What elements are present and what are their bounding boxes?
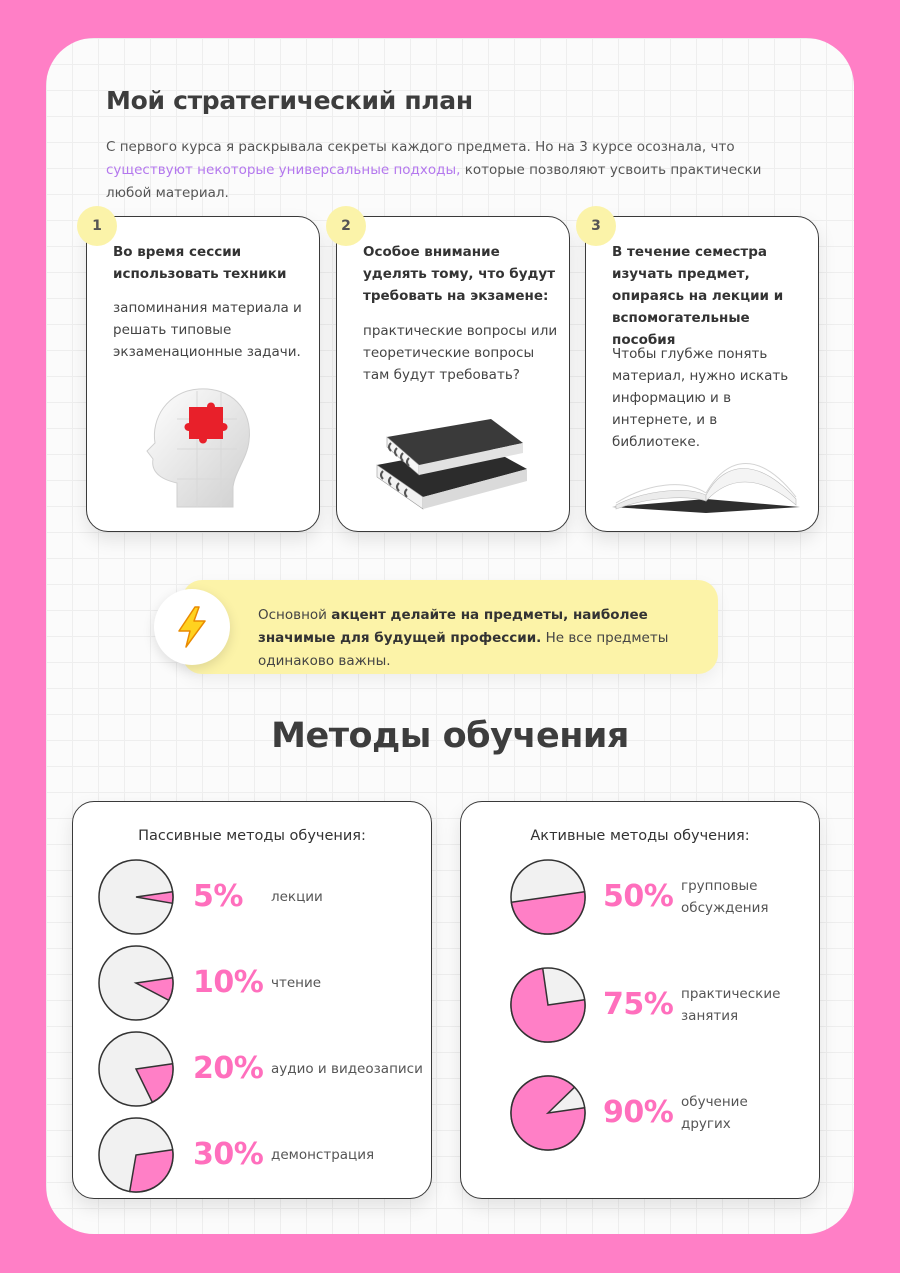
- pie-chart: [97, 1030, 175, 1112]
- page-title: Мой стратегический план: [106, 86, 473, 115]
- intro-end: которые позволяют усвоить практически любой материал.: [106, 162, 762, 201]
- intro-paragraph: [106, 136, 806, 205]
- percent-label: 5%: [193, 879, 243, 914]
- lightning-icon: [154, 589, 230, 665]
- open-book-icon: [608, 453, 804, 515]
- pie-chart: [97, 944, 175, 1026]
- method-label: групповые обсуждения: [681, 878, 769, 916]
- tip-text: [258, 604, 698, 673]
- puzzle-head-icon: [137, 379, 267, 519]
- percent-label: 20%: [193, 1051, 264, 1086]
- method-label: обучение других: [681, 1094, 748, 1132]
- active-methods-title: Активные методы обучения:: [530, 828, 750, 844]
- tip-text-start: Основной: [258, 607, 332, 623]
- step-number-badge: 2: [326, 206, 366, 246]
- intro-highlight: существуют некоторые универсальные подходы,: [106, 162, 461, 178]
- method-row: [73, 944, 431, 1024]
- percent-label: 10%: [193, 965, 264, 1000]
- passive-methods-title: Пассивные методы обучения:: [138, 828, 366, 844]
- pie-chart: [509, 858, 587, 940]
- method-label: практические занятия: [681, 986, 781, 1024]
- method-label: демонстрация: [271, 1147, 375, 1163]
- method-row: [461, 1074, 819, 1154]
- percent-label: 30%: [193, 1137, 264, 1172]
- pie-chart: [509, 966, 587, 1048]
- pie-chart: [97, 858, 175, 940]
- step-card-1: [86, 216, 320, 532]
- notebooks-icon: [373, 417, 533, 527]
- step-heading: Во время сессии использовать техники: [113, 244, 287, 282]
- method-label: лекции: [271, 889, 323, 905]
- percent-label: 90%: [603, 1095, 674, 1130]
- tip-text-end: Не все предметы одинаково важны.: [258, 630, 669, 669]
- pie-slice: [130, 1150, 173, 1192]
- tip-text-bold: акцент делайте на предметы, наиболее значимые для будущей профессии.: [258, 607, 648, 646]
- step-heading: Особое внимание уделять тому, что будут требовать на экзамене:: [363, 244, 556, 304]
- step-card-3: [585, 216, 819, 532]
- passive-methods-panel: [72, 801, 432, 1199]
- method-row: [73, 1116, 431, 1196]
- step-heading: В течение семестра изучать предмет, опираясь на лекции и вспомогательные пособия: [612, 244, 784, 348]
- pie-slice: [511, 1076, 585, 1150]
- method-label: чтение: [271, 975, 322, 991]
- pie-chart: [509, 1074, 587, 1156]
- active-methods-panel: [460, 801, 820, 1199]
- pie-chart: [97, 1116, 175, 1198]
- method-row: [73, 858, 431, 938]
- step-text: практические вопросы или теоретические вопросы там будут требовать?: [363, 323, 558, 383]
- step-text: запоминания материала и решать типовые экзаменационные задачи.: [113, 300, 302, 360]
- percent-label: 50%: [603, 879, 674, 914]
- method-label: аудио и видеозаписи: [271, 1061, 423, 1077]
- percent-label: 75%: [603, 987, 674, 1022]
- method-row: [461, 966, 819, 1046]
- intro-start: С первого курса я раскрывала секреты каждого предмета. Но на 3 курсе осознала, что: [106, 139, 735, 155]
- step-text: Чтобы глубже понять материал, нужно искать информацию и в интернете, и в библиотеке.: [612, 346, 789, 450]
- method-row: [73, 1030, 431, 1110]
- methods-title: Методы обучения: [271, 716, 629, 756]
- step-card-2: [336, 216, 570, 532]
- step-number-badge: 3: [576, 206, 616, 246]
- step-number-badge: 1: [77, 206, 117, 246]
- method-row: [461, 858, 819, 938]
